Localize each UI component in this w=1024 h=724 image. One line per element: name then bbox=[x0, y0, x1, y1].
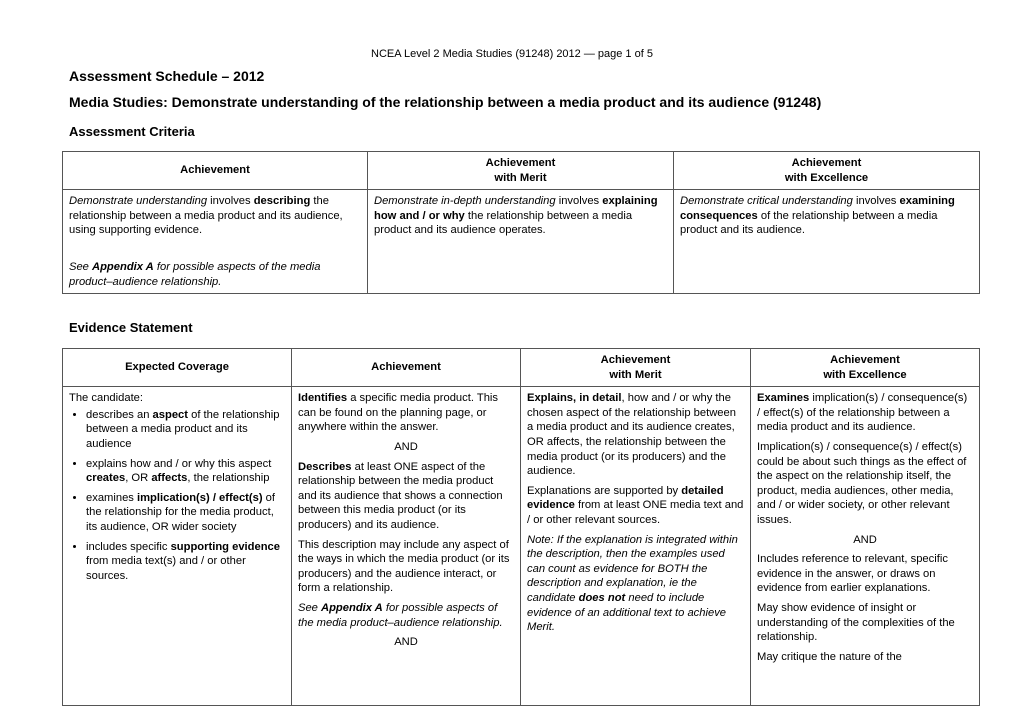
criteria-body-row bbox=[63, 190, 980, 294]
evidence-col-achievement: Achievement bbox=[292, 349, 521, 387]
page-header: NCEA Level 2 Media Studies (91248) 2012 — page 1 of 5 bbox=[371, 48, 653, 60]
achievement-cell: Identifies a specific media product. This can be found on the planning page, or anywhere within the answer. AND Describes at least ONE aspect of the relationship between the media product and its audience that shows a connection between this media product (or its producers) and its audience. This description may include any aspect of the ways in which the media product (or its producers) and the audience interact, or form a relationship. See Appendix A for possible aspects of the media product–audience relationship. AND bbox=[292, 387, 521, 706]
list-item: • includes specific supporting evidence from media text(s) and / or other sources. bbox=[86, 540, 285, 584]
criteria-achievement-cell: Demonstrate understanding involves describing the relationship between a media product and its audience, using supporting evidence. See Appendix A for possible aspects of the media product–audience relationship. bbox=[63, 190, 368, 294]
criteria-col-achievement: Achievement bbox=[63, 152, 368, 190]
evidence-header-row bbox=[63, 349, 980, 387]
assessment-criteria-table bbox=[62, 151, 980, 294]
coverage-cell: The candidate: • describes an aspect of the relationship between a media product and its audience • explains how and / or why this aspect creates, OR affects, the relationship • examines implication(s) / effect(s) of the relationship for the media product, its audience, OR wider society • includes specific supporting evidence from media text(s) and / or other sources. bbox=[63, 387, 292, 706]
criteria-col-excellence: Achievement with Excellence bbox=[674, 152, 980, 190]
evidence-col-excellence: Achievement with Excellence bbox=[751, 349, 980, 387]
list-item: • examines implication(s) / effect(s) of the relationship for the media product, its audience, OR wider society bbox=[86, 491, 285, 535]
evidence-col-coverage: Expected Coverage bbox=[63, 349, 292, 387]
page-title: Assessment Schedule – 2012 bbox=[69, 68, 265, 84]
criteria-excellence-cell: Demonstrate critical understanding involves examining consequences of the relationship between a media product and its audience. bbox=[674, 190, 980, 294]
criteria-col-merit: Achievement with Merit bbox=[368, 152, 674, 190]
criteria-header-row bbox=[63, 152, 980, 190]
list-item: • describes an aspect of the relationship between a media product and its audience bbox=[86, 408, 285, 452]
list-item: • explains how and / or why this aspect creates, OR affects, the relationship bbox=[86, 457, 285, 486]
merit-cell: Explains, in detail, how and / or why the chosen aspect of the relationship between a media product and its audience creates, OR affects, the relationship between the media product (or its producers) and the audience. Explanations are supported by detailed evidence from at least ONE media text and / or other relevant sources. Note: If the explanation is integrated within the description, then the examples used can count as evidence for BOTH the description and explanation, ie the candidate does not need to include evidence of an additional text to achieve Merit. bbox=[521, 387, 751, 706]
page-subtitle: Media Studies: Demonstrate understanding of the relationship between a media product and its audience (91248) bbox=[69, 94, 822, 110]
evidence-body-row bbox=[63, 387, 980, 706]
evidence-heading: Evidence Statement bbox=[69, 320, 193, 335]
criteria-merit-cell: Demonstrate in-depth understanding involves explaining how and / or why the relationship between a media product and its audience operates. bbox=[368, 190, 674, 294]
evidence-col-merit: Achievement with Merit bbox=[521, 349, 751, 387]
coverage-list bbox=[69, 408, 285, 584]
criteria-heading: Assessment Criteria bbox=[69, 124, 195, 139]
excellence-cell: Examines implication(s) / consequence(s) / effect(s) of the relationship between a media product and its audience. Implication(s) / consequence(s) / effect(s) could be about such things as the effect of the aspect on the relationship itself, the product, media audiences, other media, and / or wider society, or other relevant issues. AND Includes reference to relevant, specific evidence in the answer, or draws on evidence from earlier explanations. May show evidence of insight or understanding of the complexities of the relationship. May critique the nature of the bbox=[751, 387, 980, 706]
evidence-statement-table bbox=[62, 348, 980, 706]
